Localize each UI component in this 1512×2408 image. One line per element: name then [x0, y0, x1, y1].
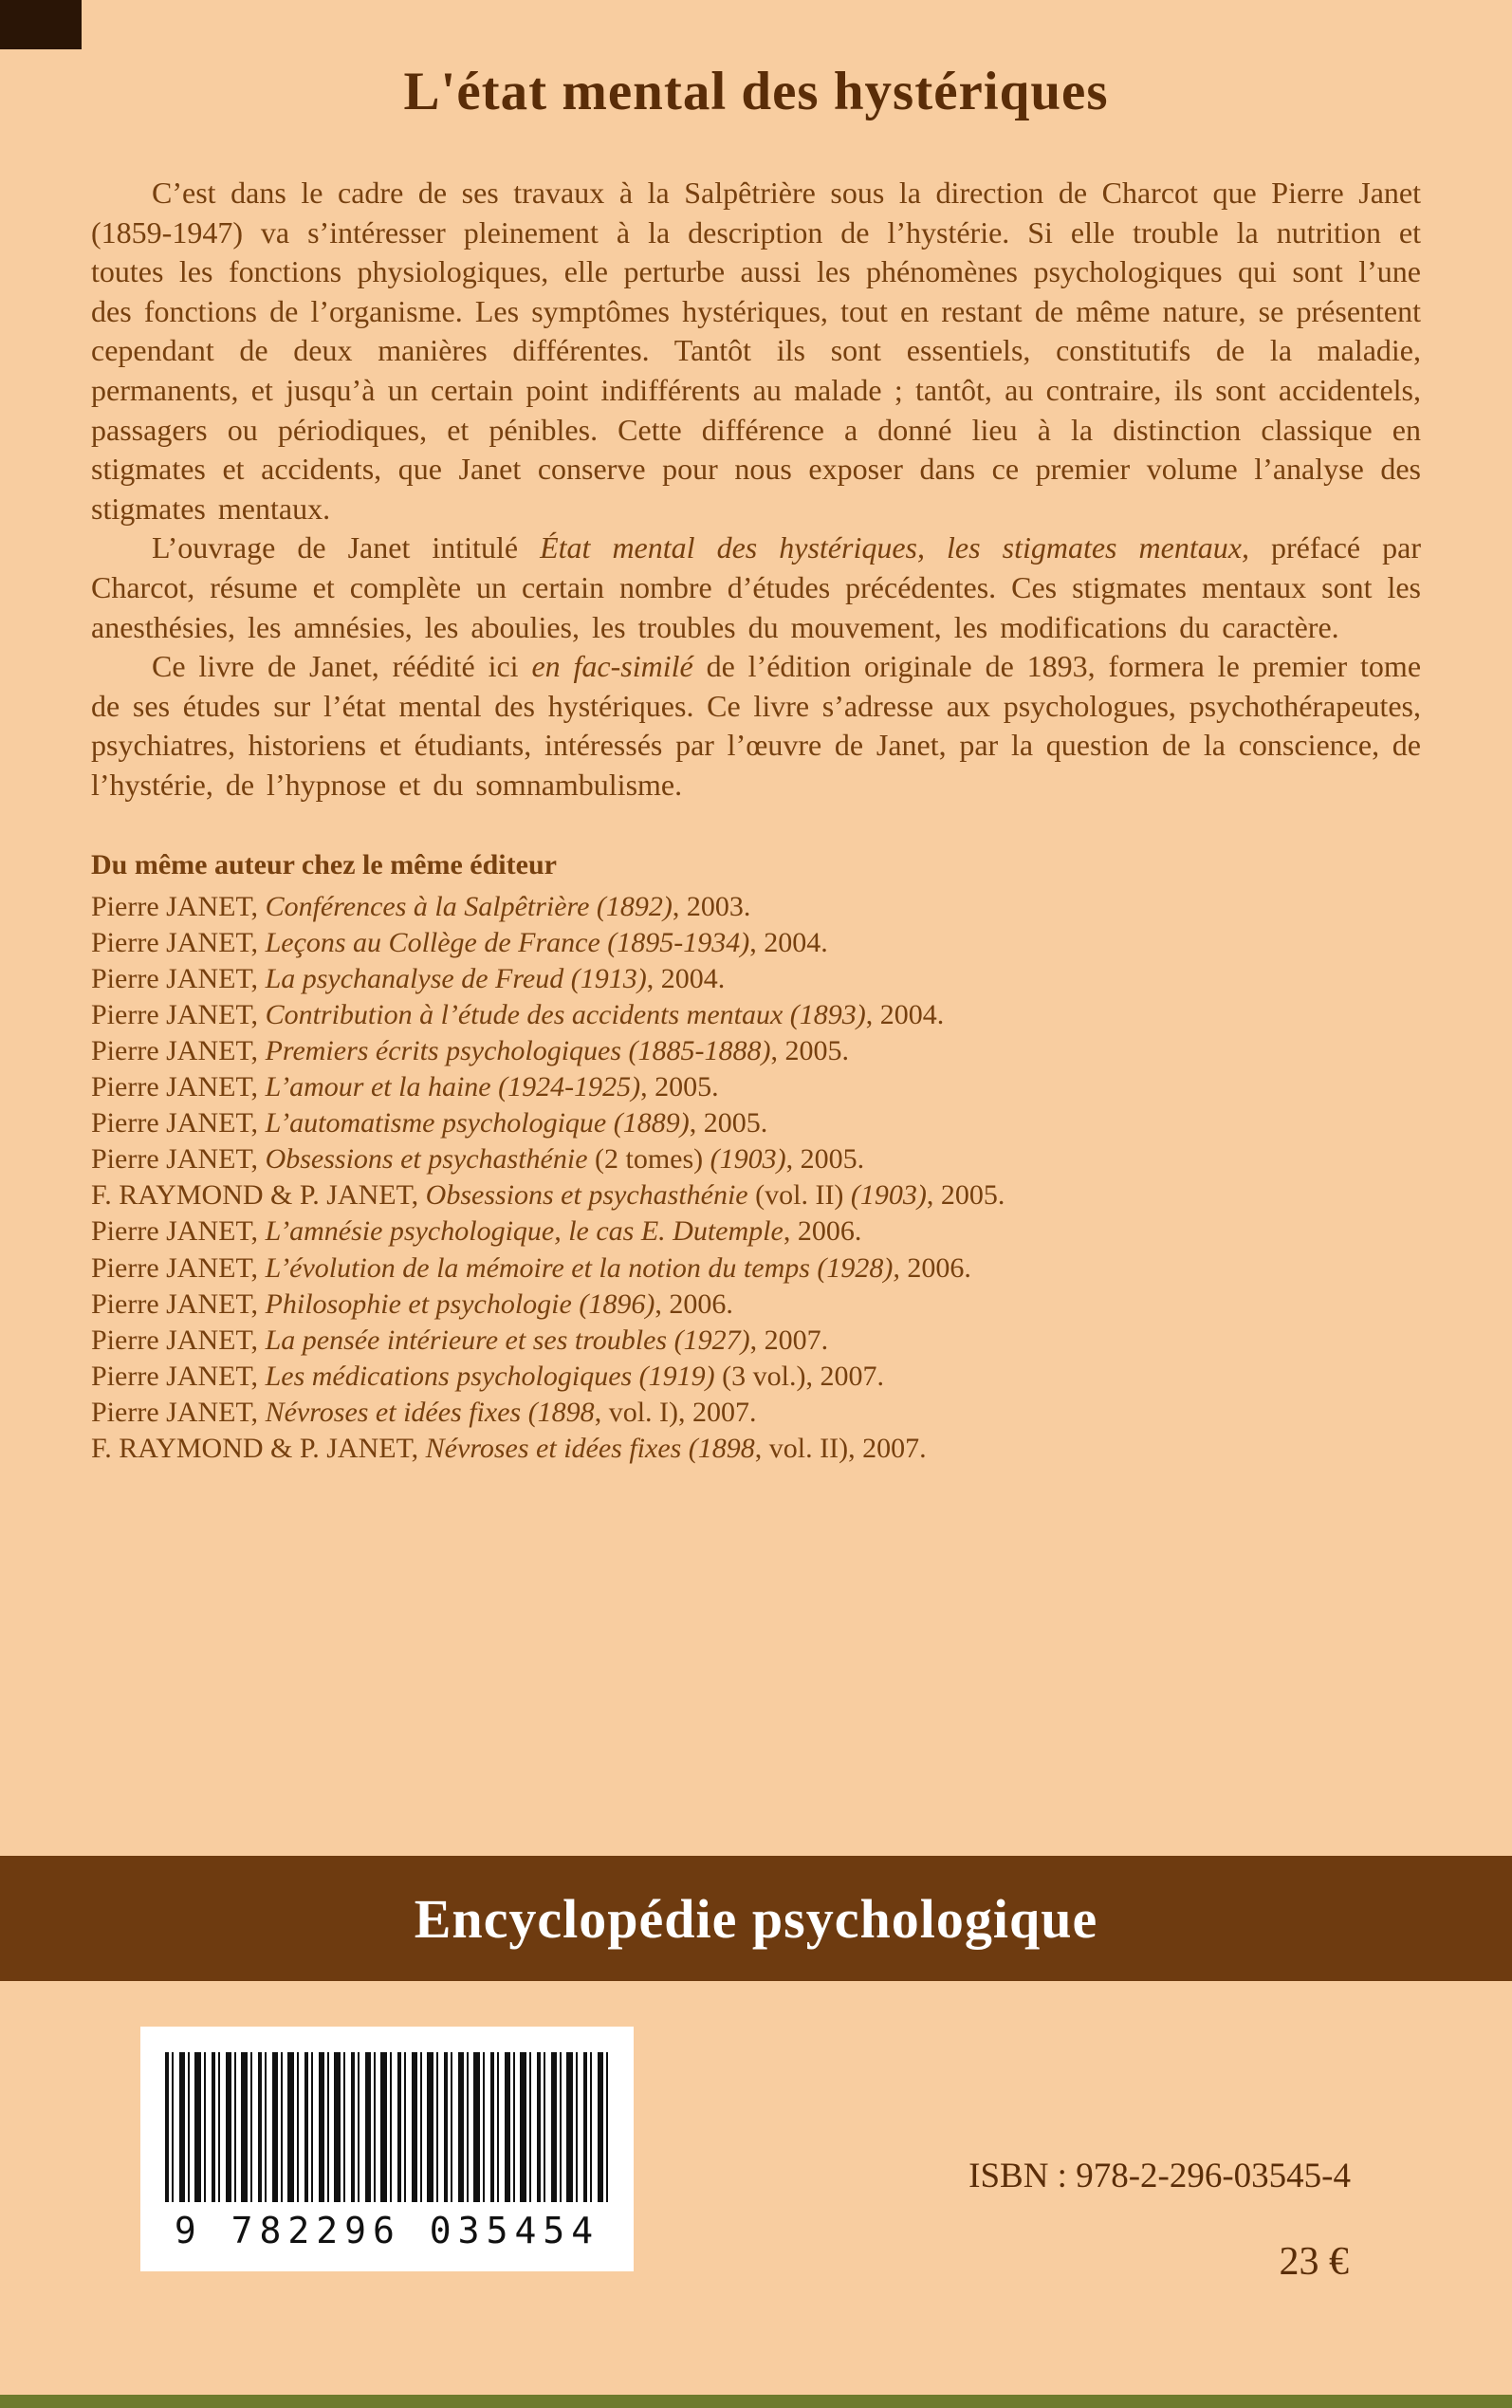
bibliography-item: F. RAYMOND & P. JANET, Obsessions et psychasthénie (vol. II) (1903), 2005.	[91, 1179, 1005, 1212]
bibliography-item: Pierre JANET, Leçons au Collège de France (1895-1934), 2004.	[91, 926, 828, 958]
bibliography-item: Pierre JANET, L’amnésie psychologique, le cas E. Dutemple, 2006.	[91, 1215, 862, 1248]
bibliography-item: Pierre JANET, L’évolution de la mémoire et la notion du temps (1928), 2006.	[91, 1251, 971, 1284]
paragraph: C’est dans le cadre de ses travaux à la Salpêtrière sous la direction de Charcot que Pierre Janet (1859-1947) va s’intéresser pleinement à la description de l’hystérie. Si elle trouble la nutrition et toutes les fonctions physiologiques, elle perturbe aussi les phénomènes psychologiques qui sont l’une des fonctions de l’organisme. Les symptômes hystériques, tout en restant de même nature, se présentent cependant de deux manières différentes. Tantôt ils sont essentiels, constitutifs de la maladie, permanents, et jusqu’à un certain point indifférents au malade ; tantôt, au contraire, ils sont accidentels, passagers ou périodiques, et pénibles. Cette différence a donné lieu à la distinction classique en stigmates et accidents, que Janet conserve pour nous exposer dans ce premier volume l’analyse des stigmates mentaux.	[91, 176, 1421, 526]
bibliography	[91, 847, 1421, 1468]
bibliography-item: Pierre JANET, L’automatisme psychologique (1889), 2005.	[91, 1107, 768, 1139]
collection-band-label: Encyclopédie psychologique	[414, 1887, 1098, 1950]
bibliography-item: Pierre JANET, Névroses et idées fixes (1898, vol. I), 2007.	[91, 1396, 757, 1428]
isbn-label: ISBN : 978-2-296-03545-4	[968, 2157, 1351, 2195]
bibliography-item: Pierre JANET, La pensée intérieure et ses troubles (1927), 2007.	[91, 1324, 829, 1356]
bibliography-item: Pierre JANET, Les médications psychologiques (1919) (3 vol.), 2007.	[91, 1360, 884, 1392]
bibliography-item: Pierre JANET, Premiers écrits psychologiques (1885-1888), 2005.	[91, 1034, 850, 1066]
barcode	[140, 2027, 634, 2271]
top-corner-mark	[0, 0, 82, 49]
paragraph: L’ouvrage de Janet intitulé État mental des hystériques, les stigmates mentaux, préfacé par Charcot, résume et complète un certain nombre d’études précédentes. Ces stigmates mentaux sont les anesthésies, les amnésies, les aboulies, les troubles du mouvement, les modifications du caractère.	[91, 530, 1422, 644]
bibliography-item: Pierre JANET, Philosophie et psychologie (1896), 2006.	[91, 1287, 733, 1320]
price-label: 23 €	[1279, 2240, 1349, 2284]
body-paragraphs	[91, 174, 1421, 806]
barcode-bars-icon	[165, 2052, 609, 2202]
bibliography-item: F. RAYMOND & P. JANET, Névroses et idées fixes (1898, vol. II), 2007.	[91, 1433, 927, 1464]
bibliography-item: Pierre JANET, La psychanalyse de Freud (1913), 2004.	[91, 962, 726, 994]
paragraph: Ce livre de Janet, réédité ici en fac-similé de l’édition originale de 1893, formera le premier tome de ses études sur l’état mental des hystériques. Ce livre s’adresse aux psychologues, psychothérapeutes, psychiatres, historiens et étudiants, intéressés par l’œuvre de Janet, par la question de la conscience, de l’hystérie, de l’hypnose et du somnambulisme.	[91, 649, 1422, 802]
page-title: L'état mental des hystériques	[403, 62, 1109, 121]
collection-band	[0, 1856, 1512, 1981]
bibliography-item: Pierre JANET, L’amour et la haine (1924-1925), 2005.	[91, 1071, 719, 1103]
bibliography-item: Pierre JANET, Conférences à la Salpêtrière (1892), 2003.	[91, 890, 751, 922]
barcode-digits: 9 782296 035454	[174, 2210, 600, 2251]
bibliography-item: Pierre JANET, Obsessions et psychasthénie (2 tomes) (1903), 2005.	[91, 1143, 865, 1176]
bibliography-item: Pierre JANET, Contribution à l’étude des accidents mentaux (1893), 2004.	[91, 998, 945, 1030]
bottom-edge-strip	[0, 2395, 1512, 2408]
bibliography-list	[91, 889, 1421, 1468]
bibliography-heading: Du même auteur chez le même éditeur	[91, 848, 557, 880]
